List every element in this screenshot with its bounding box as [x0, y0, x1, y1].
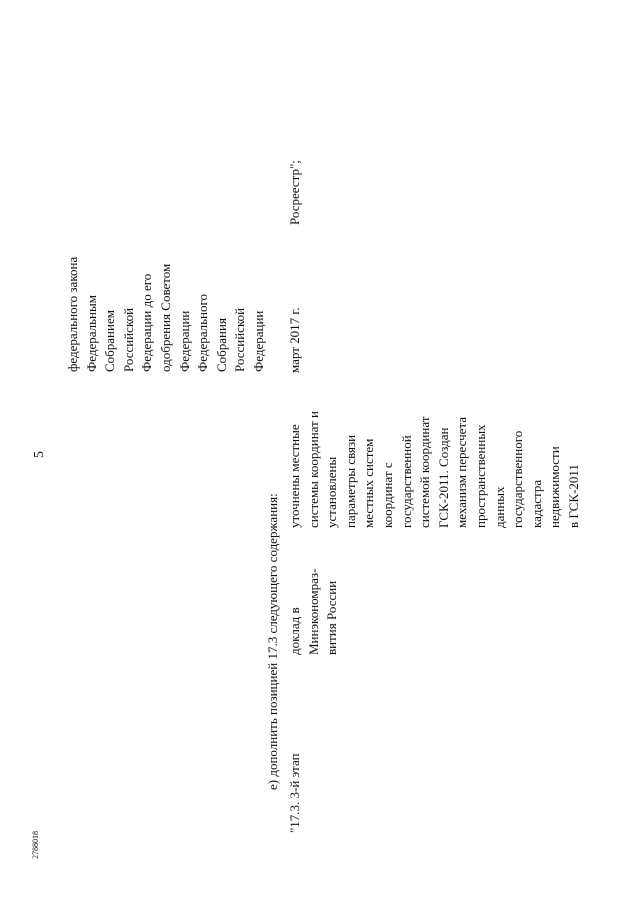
continuation-line: федерального закона [65, 256, 80, 372]
amendment-intro: е) дополнить позицией 17.3 следующего содержания: [265, 493, 280, 790]
continuation-line: Федерации [176, 310, 192, 372]
description-line: пространственных [472, 424, 488, 528]
continuation-line: Федерации [250, 310, 266, 372]
result-line: Минэкономраз- [305, 568, 321, 655]
description-line: координат с [379, 462, 395, 528]
document-code: 2788018 [31, 831, 40, 859]
continuation-line: Собранием [102, 310, 118, 372]
page-number: 5 [32, 451, 47, 458]
row-deadline: март 2017 г. [287, 307, 302, 373]
result-line: вития России [324, 580, 340, 655]
description-line: системы координат и [305, 411, 321, 528]
description-line: государственного [510, 430, 526, 528]
description-line: данных [491, 486, 507, 528]
description-line: ГСК-2011. Создан [435, 427, 451, 528]
description-line: установлены [324, 456, 340, 528]
continuation-line: Федерального [195, 293, 211, 372]
description-line: механизм пересчета [454, 416, 470, 528]
description-line: в ГСК-2011 [565, 464, 581, 528]
continuation-line: Федеральным [83, 295, 99, 372]
continuation-line: одобрения Советом [157, 263, 173, 372]
row-stage: "17.3. 3-й этап [287, 753, 302, 833]
continuation-line: Российской [120, 307, 136, 372]
row-responsible: Росреестр"; [287, 160, 302, 225]
description-line: уточнены местные [287, 424, 302, 528]
description-line: кадастра [528, 479, 544, 528]
continuation-line: Российской [232, 307, 248, 372]
continuation-line: Федерации до его [139, 273, 155, 372]
description-line: параметры связи [342, 434, 358, 528]
row-result [286, 569, 342, 655]
description-line: недвижимости [547, 446, 563, 528]
continuation-line: Собрания [213, 318, 229, 372]
result-line: доклад в [287, 607, 302, 655]
description-line: государственной [398, 435, 414, 528]
description-line: местных систем [361, 438, 377, 528]
row-description [286, 411, 584, 528]
description-line: системой координат [417, 416, 433, 528]
continuation-cell [64, 257, 269, 372]
